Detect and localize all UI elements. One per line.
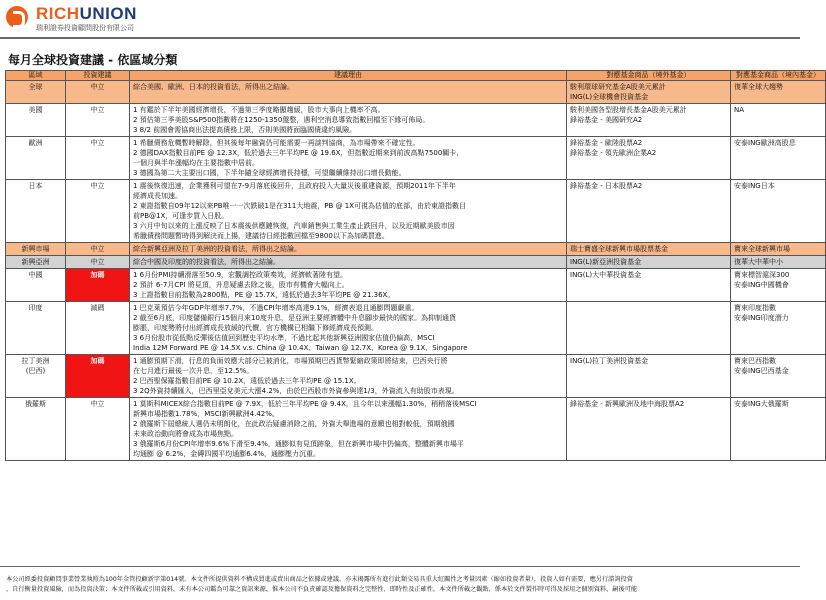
region-cell: 全球 <box>6 81 66 104</box>
reason-line: 綜合美國、歐洲、日本的投資看法，所得出之結論。 <box>133 83 294 91</box>
region-cell: 新興亞洲 <box>6 256 66 269</box>
fund-name: 安泰ING大俄羅斯 <box>734 400 789 408</box>
reason-line: 2 預計 6-7月CPI 將見頂，升息疑慮去除之後，股市有機會大幅向上。 <box>133 281 349 289</box>
fund-name: ING(L)拉丁美洲投資基金 <box>570 357 649 365</box>
fund-name: 鋒裕基金 - 日本股票A2 <box>570 182 643 190</box>
table-row <box>6 180 826 243</box>
offshore-fund-cell <box>567 180 731 243</box>
fund-name: 鋒裕基金 - 新興歐洲及地中海股票A2 <box>570 400 685 408</box>
region-label-line: (巴西) <box>25 367 46 375</box>
reason-line: 2 德國DAX指數目前PE @ 12.3X，低於過去三年平均PE @ 19.6X，但指數近期來到前波高點7500關卡， <box>133 149 464 157</box>
logo-subtitle: 瑞利證券投資顧問股份有限公司 <box>36 24 134 32</box>
onshore-fund-cell <box>731 398 826 461</box>
reason-line: 3 6月份股市從低點反彈後估值回到歷史平均水準，不過比起其他新興亞洲國家估值仍偏高，MSCI <box>133 334 435 342</box>
reason-line: 綜合新興亞洲及拉丁美洲的投資看法，所得出之結論。 <box>133 245 301 253</box>
fund-name: 復華全球大趨勢 <box>734 83 783 91</box>
fund-name: 鋒裕基金 - 歐陸股票A2 <box>570 139 643 147</box>
region-cell: 美國 <box>6 104 66 137</box>
reason-line: 1 通膨預期下滑，行息的負面效應大部分已被消化，市場預期巴西貨幣緊縮政策即將結束，巴西央行將 <box>133 357 448 365</box>
table-row <box>6 269 826 302</box>
reason-line: 3 俄羅斯6月份CPI年增率9.6%下滑至9.4%，通膨似有見頂跡象，但在新興市場中仍偏高，整體新興市場平 <box>133 440 464 448</box>
fund-name: 駿利美國各型股增長基金A股美元累計 <box>570 106 687 114</box>
page-title: 每月全球投資建議 - 依區域分類 <box>8 53 178 67</box>
advice-cell: 加碼 <box>66 355 130 398</box>
header-offshore-fund: 對應基金商品（境外基金） <box>567 71 731 81</box>
onshore-fund-cell <box>731 269 826 302</box>
onshore-fund-cell <box>731 256 826 269</box>
region-cell: 俄羅斯 <box>6 398 66 461</box>
advice-cell: 中立 <box>66 398 130 461</box>
advice-cell: 中立 <box>66 256 130 269</box>
reason-line: 3 2Q外資持續匯入，巴西里亞兌美元大漲4.2%，由於巴西股市外資參與達1/3，外資流入有助股市表現。 <box>133 387 459 395</box>
reason-line: 2 巴西聖保羅指數目前PE @ 10.2X，遠低於過去三年平均PE @ 15.1X。 <box>133 377 361 385</box>
reason-cell <box>130 355 567 398</box>
fund-name: 復華大中華中小 <box>734 258 783 266</box>
reason-line: 綜合中國及印度的的投資看法，所得出之結論。 <box>133 258 280 266</box>
region-cell: 印度 <box>6 302 66 355</box>
header-onshore-fund: 對應基金商品（境內基金） <box>731 71 826 81</box>
advice-cell: 加碼 <box>66 269 130 302</box>
offshore-fund-cell <box>567 269 731 302</box>
advice-cell: 減碼 <box>66 302 130 355</box>
header-region: 區域 <box>6 71 66 81</box>
fund-name: 安泰ING日本 <box>734 182 775 190</box>
header-advice: 投資建議 <box>66 71 130 81</box>
region-cell <box>6 355 66 398</box>
region-cell: 日本 <box>6 180 66 243</box>
reason-cell <box>130 256 567 269</box>
fund-name: 瑞士寶盛全球新興市場股票基金 <box>570 245 668 253</box>
reason-line: 經濟成長加速。 <box>133 192 182 200</box>
offshore-fund-cell <box>567 104 731 137</box>
offshore-fund-cell <box>567 398 731 461</box>
fund-name: 安泰ING中國機會 <box>734 281 789 289</box>
reason-line: 1 希臘債務危機暫時解除，但其後每年融資仍可能需要一再談判協商，為市場帶來不確定性。 <box>133 139 420 147</box>
reason-line: 在七月進行最後一次升息，至12.5%。 <box>133 367 254 375</box>
fund-name: 安泰ING巴西基金 <box>734 367 789 375</box>
fund-name: ING(L)新亞洲投資基金 <box>570 258 642 266</box>
offshore-fund-cell <box>567 243 731 256</box>
table-header-row <box>6 71 826 81</box>
reason-line: 未來政治動向將會成為市場焦點。 <box>133 430 238 438</box>
onshore-fund-cell <box>731 104 826 137</box>
onshore-fund-cell <box>731 81 826 104</box>
table-row <box>6 104 826 137</box>
table-row <box>6 302 826 355</box>
region-cell: 中國 <box>6 269 66 302</box>
onshore-fund-cell <box>731 302 826 355</box>
fund-name: 安泰ING歐洲高股息 <box>734 139 796 147</box>
reason-line: 2 截至6月底，印度儲備銀行15個月來10度升息，是亞洲主要經濟體中升息腳步最快的國家。為抑制通貨 <box>133 314 456 322</box>
reason-line: 新興市場指數1.78%，MSCI新興歐洲4.42%。 <box>133 410 279 418</box>
fund-name: ING(L)大中華投資基金 <box>570 271 642 279</box>
region-cell: 歐洲 <box>6 137 66 180</box>
recommendation-table <box>5 70 826 461</box>
reason-line: 2 預估第三季美股S&P500指數將在1250-1350盤整，遇利空消息導致指數回檔至下緣可佈局。 <box>133 116 430 124</box>
fund-name: 寶來全球新興市場 <box>734 245 790 253</box>
header-reason: 建議理由 <box>130 71 567 81</box>
reason-cell <box>130 243 567 256</box>
offshore-fund-cell <box>567 256 731 269</box>
onshore-fund-cell <box>731 243 826 256</box>
disclaimer <box>6 575 806 595</box>
reason-line: India 12M Forward PE @ 14.5X v.s. China @ 10.4X、Taiwan @ 12.7X、Korea @ 9.1X、Singapore <box>133 344 468 352</box>
offshore-fund-cell <box>567 137 731 180</box>
onshore-fund-cell <box>731 355 826 398</box>
reason-line: 1 6月份PMI持續滑落至50.9，宏觀調控政策奏效，經濟軟著陸有望。 <box>133 271 348 279</box>
fund-name: 鋒裕基金 - 美國研究A2 <box>570 116 643 124</box>
advice-cell: 中立 <box>66 137 130 180</box>
reason-cell <box>130 81 567 104</box>
logo-name-part1: RICH <box>36 4 80 23</box>
disclaimer-line: ，自行衡量投資風險，而為投資決策；本文件所載或引用資料，未有本公司鑑為可靠之資訊來源，惟本公司不負責確認及擔保資料之完整性、即時性及正確性。本文件所載之觀點，係本於文件製作時可得及採用之個別資料，嗣後可能 <box>6 586 638 593</box>
reason-line: 前PB@1X，可逢步買入日股。 <box>133 212 229 220</box>
reason-line: 膨脹，印度勢將付出經濟成長放緩的代價，官方機構已相繼下修經濟成長預測。 <box>133 324 378 332</box>
offshore-fund-cell <box>567 302 731 355</box>
reason-line: 3 8/2 前國會需協商出法提高債務上限，否則美國將面臨國債違約風險。 <box>133 126 357 134</box>
reason-line: 1 有鑑於下半年美國經濟增長，不過第三季度略顯趨緩，股市大事向上機率不高。 <box>133 106 385 114</box>
reason-line: 均通膨 @ 6.2%，金磚四國平均通膨6.4%，通膨壓力沉重。 <box>133 450 321 458</box>
reason-cell <box>130 269 567 302</box>
onshore-fund-cell <box>731 180 826 243</box>
reason-line: 1 莫斯科MICEX綜合指數目前PE @ 7.9X，低於三年平均PE @ 9.4X，且今年以來漲幅1.30%，稍稍落後MSCI <box>133 400 477 408</box>
reason-cell <box>130 302 567 355</box>
fund-name: 安泰ING印度潛力 <box>734 314 789 322</box>
table-row <box>6 81 826 104</box>
table-row <box>6 398 826 461</box>
fund-name: 駿利環球研究基金A股美元累計 <box>570 83 666 91</box>
reason-line: 1 巴克萊預估今年GDP年增率7.7%，不過CPI年增率高達9.1%，經濟表退且通膨問題嚴重。 <box>133 304 419 312</box>
reason-cell <box>130 398 567 461</box>
region-cell: 新興市場 <box>6 243 66 256</box>
reason-line: 一個月與半年漲幅均在主要指數中居前。 <box>133 159 259 167</box>
reason-line: 1 震後恢復迅速，企業獲利可望在7-9月落底後回升，且政府投入大量災後重建資源，預期2011年下半年 <box>133 182 456 190</box>
logo-name-part2: UNION <box>79 4 137 23</box>
fund-name: 寶來巴西指數 <box>734 357 776 365</box>
reason-line: 3 上證指數目前指數為2800點，PE @ 15.7X，遠低於過去3年平均PE @ 21.36X。 <box>133 291 395 299</box>
reason-line: 3 六月中旬以來的上漲反映了日本震後供應鏈恢復，汽車銷售與工業生產止跌回升，以及近期歐美股市因 <box>133 222 455 230</box>
onshore-fund-cell <box>731 137 826 180</box>
reason-line: 3 德國為第二大主要出口國，下半年隨全球經濟增長持穩，可望繼續維持出口增長動能。 <box>133 169 406 177</box>
reason-cell <box>130 137 567 180</box>
region-label-line: 拉丁美洲 <box>21 357 50 365</box>
disclaimer-line: 本公司經委投資顧問事業營業執照為100年金管投顧新字第014號。本文件所提供資料不構成買進或賣出商品之依據或建議，亦未揭露所有進行此類交易具重大紅關性之考量因素（縮如投資者量），投資人如有需要，應另行諮詢投資 <box>6 576 633 583</box>
table-row <box>6 256 826 269</box>
table-row <box>6 355 826 398</box>
reason-cell <box>130 104 567 137</box>
advice-cell: 中立 <box>66 243 130 256</box>
offshore-fund-cell <box>567 355 731 398</box>
footer-divider <box>0 566 800 567</box>
fund-name: NA <box>734 106 745 114</box>
fund-name: 寶來標智滬深300 <box>734 271 790 279</box>
reason-cell <box>130 180 567 243</box>
reason-line: 希臘債務問題暫時得到解決而上揚，建議待日經指數回檔至9800以下為加碼買進。 <box>133 232 389 240</box>
fund-name: 寶來印度指數 <box>734 304 776 312</box>
fund-name: 鋒裕基金 - 領先歐洲企業A2 <box>570 149 657 157</box>
table-row <box>6 137 826 180</box>
advice-cell: 中立 <box>66 81 130 104</box>
table-row <box>6 243 826 256</box>
fund-name: ING(L)全球機會投資基金 <box>570 93 649 101</box>
offshore-fund-cell <box>567 81 731 104</box>
reason-line: 2 東證指數自09年12以來PB唯一一次跌破1是在311大地震，PB @ 1X可視為估值的底部，由於東證指數目 <box>133 202 467 210</box>
advice-cell: 中立 <box>66 104 130 137</box>
reason-line: 2 俄羅斯下屆總統人選仍未明朗化，在此政治疑慮消除之前，外資大舉進場的意願也相對較低，預期俄國 <box>133 420 455 428</box>
advice-cell: 中立 <box>66 180 130 243</box>
